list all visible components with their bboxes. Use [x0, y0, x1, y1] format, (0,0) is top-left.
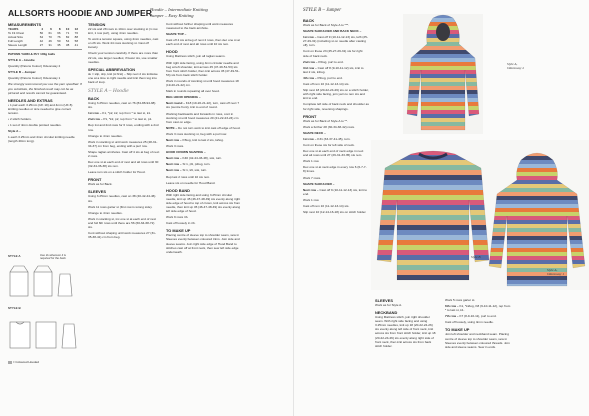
- left-col-2: [88, 22, 160, 412]
- instruction-line: Slip next 18 (20-22-24-26) sts on a stitch holder, with right side facing, join yarn to rem sts and knit to end.: [303, 88, 369, 101]
- instruction-line: Rep 1st and 2nd rows for 6 rows, ending with a 2nd row.: [88, 123, 159, 132]
- instruction-line: Leave rem sts on a stitch holder for Hood.: [88, 170, 146, 175]
- stripe: [481, 232, 589, 236]
- stripe: [371, 220, 495, 225]
- instruction-line: Work 7 rows.: [303, 175, 321, 180]
- diagram-legend: = Coloured Hooded: [8, 360, 39, 364]
- instruction-line: NOTE – Do not turn work to knit cast off edge of hood.: [166, 125, 241, 130]
- hood-band-heading: HOOD BAND: [166, 187, 190, 193]
- stripe: [371, 225, 495, 230]
- stripe: [371, 190, 495, 195]
- back-heading: BACK: [88, 96, 100, 102]
- instruction-line: 6th row – K1, *k2tog, K8 (9-10-11-12), rep from * to last st, k1.: [445, 304, 511, 313]
- stripe: [371, 160, 495, 165]
- measurement-value: 6: [50, 27, 52, 31]
- stripe: [481, 176, 589, 180]
- measurement-value: 66: [57, 31, 61, 35]
- instruction-line: Using 3.25mm needles, cast on 38 (40-42-44-46) sts.: [88, 194, 156, 203]
- beg-hood-instructions: [166, 101, 242, 148]
- diagram-a-schematic: [8, 262, 78, 300]
- stripe: [481, 152, 589, 156]
- caption-style-b: Style B: [471, 255, 481, 259]
- stripe: [403, 66, 483, 70]
- hood-opening: [436, 23, 450, 41]
- instruction-line: Dec one st at each end of next and alt rows until 30 (32-34-36-38) sts rem.: [88, 160, 159, 169]
- shape-top-text: Cast off 4 sts at beg of next 2 rows, then dec one st at each end of next and alt rows until 10 sts rem.: [166, 38, 240, 47]
- instruction-line: Work 11 rows garter st (first row is wrong side).: [88, 204, 153, 209]
- instruction-line: 2nd row – P2tog, purl to end.: [303, 59, 344, 64]
- tension-text-2: To work a tension square, using 4mm needles, cast on 26 sts. Work 44 rows stocking st. Cast off loosely.: [88, 37, 159, 50]
- right-col-1: [303, 18, 369, 408]
- measurement-label: Full Length: [8, 39, 23, 43]
- measurement-value: 4: [41, 27, 44, 31]
- measurement-value: 35: [57, 43, 61, 47]
- hood-band-instructions: [166, 193, 242, 226]
- stripe: [403, 74, 483, 78]
- right-page: [295, 0, 589, 416]
- crown-instructions: [166, 156, 242, 184]
- r-makeup-heading: TO MAKE UP: [445, 327, 470, 333]
- instruction-line: Work 3 rows stocking st, beg with a purl row.: [166, 131, 227, 136]
- style-b-label: STYLE B – Jumper: [8, 70, 36, 75]
- r-neckband-text: Using Mattress stitch, join right shoulder seam. With right side facing and using 3.25mm needles, knit up 18 (20-22-24-26) sts evenly along left side of front neck, knit across sts from front stitch holder, knit up 18 (20-22-24-26) sts evenly along right side of front neck, then knit across sts from back stitch holder.: [375, 315, 436, 348]
- stripe: [403, 46, 483, 50]
- instruction-line: Complete left side of back neck and shoulder as for right side, reversing shapings.: [303, 102, 369, 111]
- instruction-line: Cast off rem 10 (11-12-13-14) sts.: [303, 82, 350, 87]
- tension-heading: TENSION: [88, 22, 106, 27]
- stripe: [371, 185, 495, 190]
- measurement-value: 31: [48, 43, 52, 47]
- diagram-b-label: STYLE B: [8, 306, 21, 310]
- instruction-line: Work in rounds of stocking st until hood measures 18 (19-20-21-22) cm.: [166, 78, 239, 88]
- makeup-text: Placing centre of sleeve top to shoulder seam, sew in Sleeves evenly between coloured trims. Join side and sleeve seams. Join right side edge of Hood Band to stitches cast off at front neck, then sew left side edge underneath.: [166, 233, 240, 254]
- stripe: [481, 208, 589, 212]
- instruction-line: With right side facing, using 4mm circular needle and beg at left shoulder, knit across 45 (47-49-51-53) sts from front stitch holder, then knit across 45 (47-49-51-53) sts from back stitch holder.: [166, 60, 240, 77]
- r-front-text: Work a further 28 (30-34-38-42) rows.: [303, 124, 355, 129]
- stripe: [481, 212, 589, 216]
- instruction-line: Work 1 row.: [303, 197, 320, 202]
- stripe: [403, 110, 483, 114]
- instruction-line: Next round – K18 (19-20-21-22), turn, cast off next 7 sts (centre front), knit to end of round.: [166, 101, 240, 110]
- r-shoulder-instructions: [303, 188, 369, 214]
- instruction-line: Next row – Sl 1, k9, ssk, turn.: [166, 168, 208, 173]
- needle-item: • 1 pair each 3.25mm (UK 10) and 4mm (UK 8) knitting needles or size needed to give correct tension.: [8, 102, 73, 115]
- style-a-label: STYLE A – Hoodie: [8, 58, 35, 63]
- r-neck-instructions: [303, 137, 369, 180]
- stripe: [371, 260, 495, 265]
- sleeves-instructions: [88, 194, 160, 239]
- measurement-label: Sleeve Length: [8, 43, 28, 47]
- stripe: [403, 98, 483, 102]
- stripe: [371, 280, 495, 285]
- stripe: [403, 82, 483, 86]
- hoodie-illustration: [403, 14, 483, 134]
- stripe: [481, 184, 589, 188]
- stripe: [481, 240, 589, 244]
- instruction-line: Rep last 2 rows until 10 sts rem.: [166, 174, 211, 179]
- r-sleeves-heading: SLEEVES: [375, 298, 393, 303]
- stripe: [481, 220, 589, 224]
- stripe: [403, 86, 483, 90]
- stripe: [371, 205, 495, 210]
- stripe: [481, 144, 589, 148]
- measurement-value: 82: [65, 35, 70, 39]
- measurements-heading: MEASUREMENTS: [8, 22, 42, 27]
- stripe: [403, 42, 483, 46]
- r-col3-instructions: [445, 298, 511, 324]
- stripe: [403, 18, 483, 22]
- stripe: [481, 188, 589, 192]
- stripe: [371, 180, 495, 185]
- measurement-value: 76: [57, 35, 61, 39]
- stripe: [481, 168, 589, 172]
- stripe: [371, 200, 495, 205]
- stripe: [371, 140, 495, 145]
- tension-text-3: Check your tension carefully. If there are more than 22 sts, use larger needles; if fewer sts, use smaller needles.: [88, 51, 159, 64]
- stripe: [481, 160, 589, 164]
- needle-item: • 1 set of 4mm double pointed needles.: [8, 123, 62, 128]
- stripe: [403, 78, 483, 82]
- stripe: [371, 235, 495, 240]
- stripe: [371, 175, 495, 180]
- stripe: [403, 90, 483, 94]
- stripe: [481, 172, 589, 176]
- caption-style-a-2: Style A, Odeonway 1: [547, 268, 565, 276]
- measurement-value: 41: [74, 43, 78, 47]
- measurement-value: 50: [57, 39, 61, 43]
- hood-heading: HOOD: [166, 49, 178, 55]
- needle-item: • 2 stitch holders.: [8, 117, 32, 122]
- stripe: [371, 265, 495, 270]
- front-text: Work as for Back.: [88, 182, 113, 187]
- instruction-line: 1st row – K31 (33-37-41-45), turn.: [303, 136, 351, 141]
- yarn-substitute-note: We strongly recommend you use the yarn specified. If you substitute, the finished result may not be as pictured and results cannot be guaranteed.: [8, 82, 82, 95]
- instruction-line: 1st row – Cast off 9 (10-11-12-13) sts, k23 (25-27-29-31) (including st on needle after casting off), turn.: [303, 35, 368, 48]
- stripe: [371, 270, 495, 275]
- r-shape-shoulder-label: SHAPE SHOULDER –: [303, 181, 335, 186]
- instruction-line: Next row – Sl 1, p9, p2tog, turn.: [166, 162, 211, 167]
- diagram-a-label: STYLE A: [8, 254, 21, 258]
- instruction-line: Work 5 rows garter st.: [445, 298, 476, 302]
- instruction-line: Dec one st at neck edge in every row 6 (6-7-7-8) times.: [303, 165, 367, 174]
- stripe: [371, 245, 495, 250]
- stripe: [371, 170, 495, 175]
- skill-levels: Hoodie – Intermediate Knitting Jumper – Easy Knitting: [150, 7, 208, 18]
- instruction-line: 2nd row – P1, *k2, p2, rep from * to last st, p1.: [88, 117, 153, 122]
- instruction-line: With right side facing and using 3.25mm circular needle, knit up 45 (46-47-48-49) sts evenly along right side edge of hood to top of crown, knit across sts from needle, then knit up 45 (46-47-48-49) sts evenly along left side edge of hood.: [166, 192, 241, 214]
- instruction-line: 1st row – K1, *p2, k2, rep from * to last st, k1.: [88, 111, 151, 116]
- stripe: [403, 114, 483, 118]
- measurement-value: 56: [39, 31, 44, 35]
- needles-list: [8, 103, 82, 127]
- stripe: [403, 122, 483, 126]
- instruction-line: Using Mattress stitch, join all raglan seams.: [166, 54, 226, 59]
- measurement-value: 61: [48, 31, 52, 35]
- measurement-value: 42: [39, 39, 44, 43]
- stripe: [371, 240, 495, 245]
- r-shape-instructions: [303, 35, 369, 110]
- instruction-line: Change to 4mm needles.: [88, 133, 123, 138]
- caption-style-a: Style A, Odeonway 2: [507, 62, 525, 70]
- instruction-line: Using 3.25mm needles, cast on 76 (84-88-94-98) sts.: [88, 101, 156, 110]
- r-back-intro: Work as for Back of Style A to ***.: [303, 23, 350, 27]
- measurement-value: 88: [74, 35, 78, 39]
- instruction-line: Work in stocking st until work measures 25 (28-31-34-37) cm from beg, ending with a purl row.: [88, 139, 158, 148]
- stripe: [403, 126, 483, 130]
- instruction-line: Next row – Cast off 9 (10-11-12-13) sts, knit to end.: [303, 187, 368, 196]
- measurement-value: 46: [48, 39, 52, 43]
- stripe: [481, 216, 589, 220]
- stripe: [481, 272, 589, 276]
- hood-instructions: [166, 54, 242, 93]
- instruction-line: Cast off loosely, using 4mm needle.: [445, 320, 494, 325]
- instruction-line: Cast off loosely in rib.: [166, 221, 196, 226]
- stripe: [371, 275, 495, 280]
- measurements-table: [8, 27, 78, 47]
- left-page: [0, 0, 294, 416]
- instruction-line: 3rd row – Cast off 8 (9-10-11-12) sts, knit to last 2 sts, k2tog.: [303, 65, 364, 74]
- yarn-note: PATONS YARN & PLY 100g balls: [8, 52, 56, 56]
- r-neckband-heading: NECKBAND: [375, 310, 398, 316]
- right-col-3: [445, 298, 511, 408]
- stripe: [481, 156, 589, 160]
- stripe: [371, 210, 495, 215]
- stripe: [481, 204, 589, 208]
- r-makeup-text: Join left shoulder and neckband seam. Placing centre of sleeve top to shoulder seam, sew in Sleeves evenly between coloured threads. Join side and sleeve seams. Sew in ends.: [445, 332, 510, 349]
- instruction-line: Change to 4mm needles.: [88, 210, 123, 215]
- instruction-line: Slip next 10 (12-14-16-18) sts on stitch holder.: [303, 210, 367, 215]
- tension-text: 22 sts and 28 rows to 10cm over stocking st (1 row knit, 1 row purl), using 4mm needles.: [88, 27, 158, 36]
- measurement-value: 10: [65, 27, 70, 31]
- stripe: [403, 58, 483, 62]
- measurement-value: 27: [39, 43, 44, 47]
- instruction-line: Cast off rem 10 (11-12-13-14) sts.: [303, 204, 350, 208]
- stripe: [481, 196, 589, 200]
- stripe: [481, 140, 589, 144]
- style-a-needle-label: Style A –: [8, 129, 21, 134]
- stripe: [403, 130, 483, 134]
- stripe: [481, 236, 589, 240]
- instruction-line: Work in stocking st, inc one st at each end of next and foll 6th rows until there are 56 (60-64-68-72) sts.: [88, 216, 157, 229]
- r-back-heading: BACK: [303, 18, 315, 23]
- stripe: [371, 195, 495, 200]
- instruction-line: Cont without shaping until work measures 27 (31-35-38-41) cm from beg.: [88, 231, 156, 240]
- sleeves-heading: SLEEVES: [88, 189, 106, 195]
- instruction-line: Work 9 rows rib.: [166, 215, 189, 220]
- measurement-value: 64: [39, 35, 44, 39]
- stripe: [403, 50, 483, 54]
- measurement-value: 8: [58, 27, 61, 31]
- measurement-value: 71: [65, 31, 70, 35]
- beg-hood-label: BEG HOOD OPENING –: [166, 95, 201, 100]
- instruction-line: Next row – K5tog, knit to last 2 sts, k2tog.: [166, 137, 224, 142]
- style-a-needle: 1 each 3.25mm and 4mm circular knitting needle (length 40cm long).: [8, 135, 75, 144]
- knit-stripes: [371, 140, 495, 290]
- measurement-value: 12: [74, 27, 78, 31]
- measurement-label: YEARS: [8, 27, 19, 31]
- instruction-line: Mark in rounds repeating all over hood.: [166, 89, 220, 94]
- stripe: [371, 230, 495, 235]
- stripe: [481, 260, 589, 264]
- style-a-yarn: Quantity (Patons Colour) Odeonway 2: [8, 64, 61, 69]
- abbrev-text: sk = slip, slip, knit (sl first) – Slip next 2 sts knitwise one at a time to right needle and knit them tog into back of loop.: [88, 71, 158, 84]
- measurement-value: 76: [74, 31, 78, 35]
- instruction-line: 4th row – P2tog, purl to end.: [303, 75, 343, 80]
- abbrev-heading: SPECIAL ABBREVIATION: [88, 66, 136, 72]
- diagram-note: Use 3s wherever it is required for the back.: [40, 253, 67, 261]
- measurement-value: 38: [65, 43, 70, 47]
- left-col-3: [166, 22, 242, 412]
- needles-heading: NEEDLES AND EXTRAS: [8, 97, 53, 103]
- instruction-line: Shape raglan armholes. Cast off 4 sts at beg of next 2 rows.: [88, 149, 160, 158]
- r-sleeves-text: Work as for Style A.: [375, 303, 403, 307]
- stripe: [403, 94, 483, 98]
- instruction-line: Work 1 row.: [303, 159, 320, 164]
- measurement-value: 58: [74, 39, 78, 43]
- stripe: [481, 164, 589, 168]
- stripe: [481, 228, 589, 232]
- hoodie-photo: [403, 14, 483, 134]
- instruction-line: Dec one st at each end of neck edge in next and alt rows until 27 (29-31-33-35) sts rem.: [303, 149, 364, 158]
- style-a-section-heading: STYLE A – Hoodie: [88, 88, 129, 95]
- stripe: [481, 200, 589, 204]
- stripe: [481, 148, 589, 152]
- instruction-line: 7th row – K7 (8-9-10-11), purl to end.: [445, 314, 497, 319]
- crown-label: HOOD CROWN SHAPING –: [166, 150, 206, 155]
- stripe: [481, 288, 589, 290]
- stripe: [481, 244, 589, 248]
- stripe: [481, 280, 589, 284]
- measurement-label: To Fit Chest: [8, 31, 25, 35]
- front-heading: FRONT: [88, 177, 102, 183]
- instruction-line: Cont on these 23 (25-27-29-31) sts for right side of back neck.: [303, 49, 363, 58]
- shape-top-label: SHAPE TOP –: [166, 32, 187, 37]
- diagram-b-schematic: [8, 314, 78, 354]
- stripe: [403, 70, 483, 74]
- r-front-intro: Work as for Back of Style A to **.: [303, 118, 348, 123]
- style-b-yarn: Quantity (Patons Colour) Odeonway 1: [8, 76, 61, 81]
- stripe: [371, 285, 495, 290]
- stripe: [371, 215, 495, 220]
- stripe: [403, 62, 483, 66]
- stripe: [481, 252, 589, 256]
- right-col-2: [375, 298, 437, 408]
- r-shape-label: SHAPE SHOULDER AND BACK NECK –: [303, 29, 362, 34]
- intro-text: Cont without further shaping until work measures measured to the back armhole.: [166, 22, 234, 31]
- stripe: [481, 248, 589, 252]
- stripe: [481, 224, 589, 228]
- stripe: [403, 118, 483, 122]
- measurement-label: Actual Size: [8, 35, 24, 39]
- measurement-value: 70: [48, 35, 52, 39]
- legend-swatch: [8, 361, 12, 364]
- makeup-heading: TO MAKE UP: [166, 228, 191, 234]
- stripe: [481, 276, 589, 280]
- measurement-value: 54: [65, 39, 70, 43]
- stripe: [481, 268, 589, 272]
- r-shape-neck-label: SHAPE NECK –: [303, 130, 326, 135]
- instruction-line: Leave sts on needle for Hood Band.: [166, 180, 216, 185]
- stripe: [481, 256, 589, 260]
- instruction-line: Cont on these sts for left side of neck.: [303, 142, 355, 147]
- stripe: [403, 102, 483, 106]
- stripe: [403, 14, 483, 18]
- stripe: [403, 106, 483, 110]
- instruction-line: Working backwards and forwards in rows, cont in stocking st until hood measures 20 (21-22-23-24) cm from cast on edge.: [166, 111, 239, 124]
- r-front-heading: FRONT: [303, 113, 317, 119]
- stripe: [371, 145, 495, 150]
- style-b-heading: STYLE B – Jumper: [303, 8, 342, 13]
- instruction-line: Work 3 rows.: [166, 144, 184, 149]
- back-instructions: [88, 101, 160, 174]
- stripe: [481, 180, 589, 184]
- pattern-title: ALLSORTS HOODIE AND JUMPER: [8, 8, 153, 18]
- instruction-line: Next row – K40 (42-44-46-48), ssk, turn.: [166, 156, 223, 161]
- measurement-row: [8, 43, 78, 47]
